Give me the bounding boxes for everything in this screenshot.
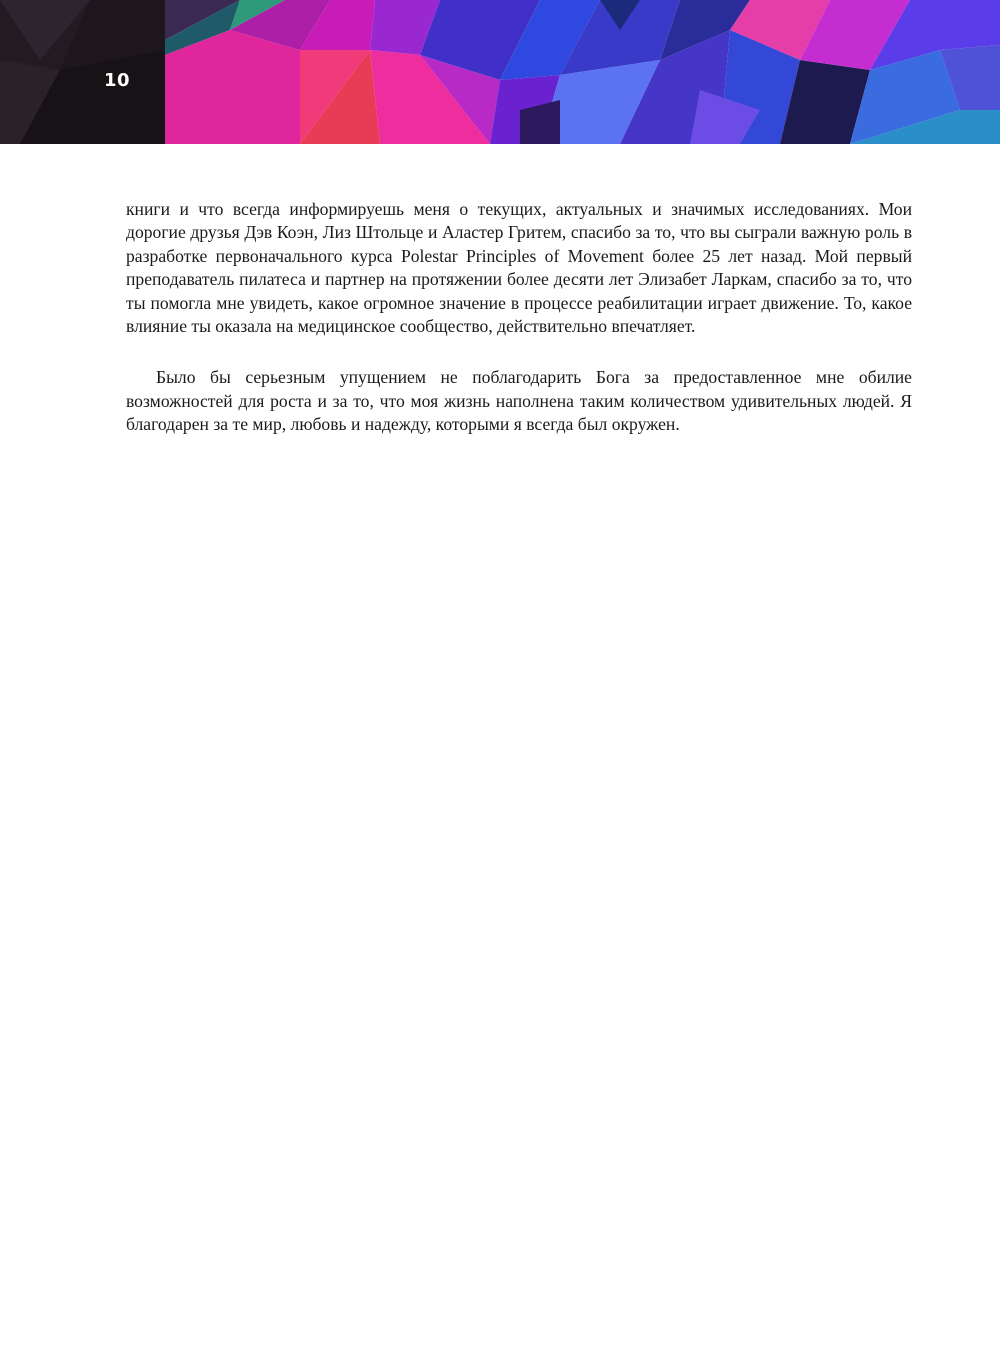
body-text [126,198,912,437]
header-banner [0,0,1000,144]
paragraph-continued: книги и что всегда информируешь меня о текущих, актуальных и значимых исследованиях. Мои дорогие друзья Дэв Коэн, Лиз Штольце и Аластер Гритем, спасибо за то, что вы сыграли важную роль в разработке первоначального курса Polestar Principles of Movement более 25 лет назад. Мой первый преподаватель пилатеса и партнер на протяжении более десяти лет Элизабет Ларкам, спасибо за то, что ты помогла мне увидеть, какое огромное значение в процессе реабилитации играет движение. То, какое влияние ты оказала на медицинское сообщество, действительно впечатляет. [126,199,912,337]
polygon-pattern-image [0,0,1000,144]
paragraph: Было бы серьезным упущением не поблагодарить Бога за предоставленное мне обилие возможностей для роста и за то, что моя жизнь наполнена таким количеством удивительных людей. Я благодарен за те мир, любовь и надежду, которыми я всегда был окружен. [126,367,912,435]
page-number: 10 [104,70,131,91]
